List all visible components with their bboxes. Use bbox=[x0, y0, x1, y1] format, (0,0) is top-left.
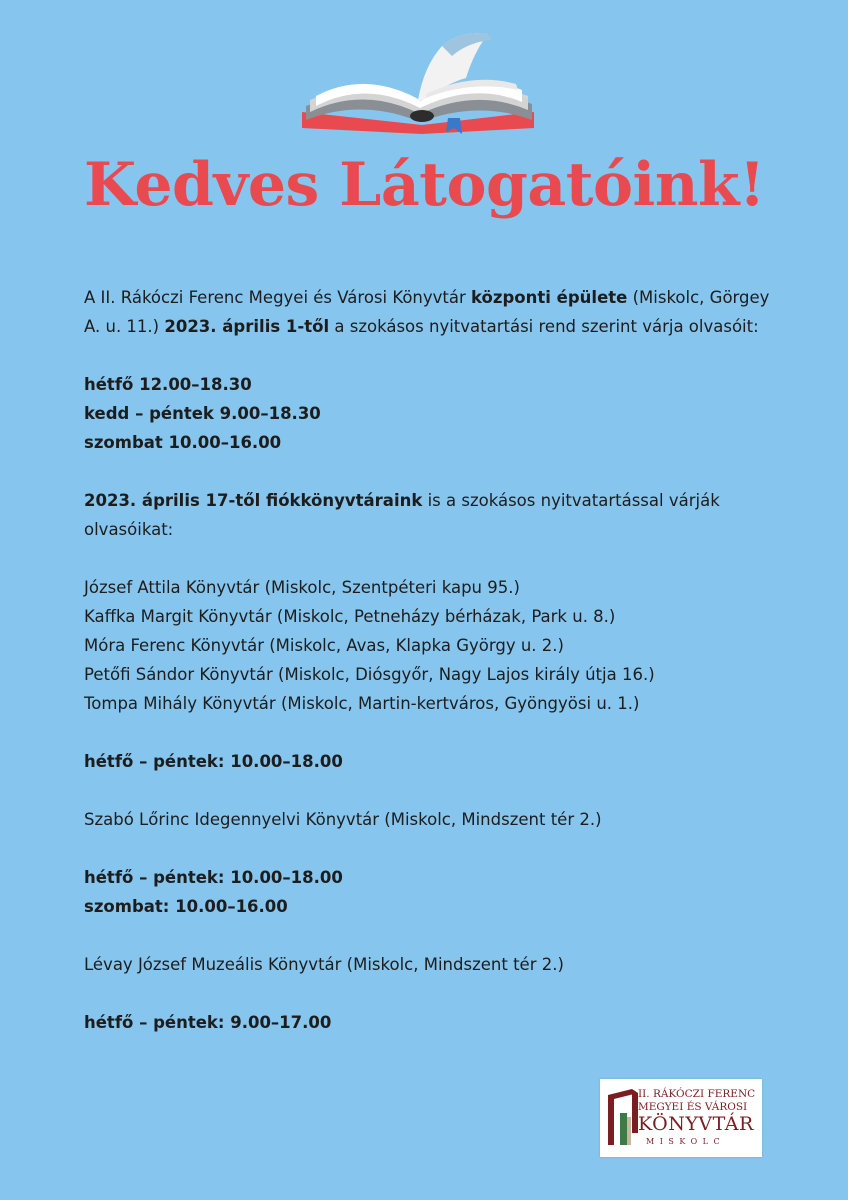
foreign-library-name: Szabó Lőrinc Idegennyelvi Könyvtár (Miskolc, Mindszent tér 2.) bbox=[84, 810, 602, 829]
branches-hours: hétfő – péntek: 10.00–18.00 bbox=[84, 752, 343, 771]
logo-line: II. RÁKÓCZI FERENC bbox=[638, 1088, 756, 1100]
library-logo bbox=[600, 1079, 762, 1157]
logo-line: MISKOLC bbox=[646, 1137, 726, 1146]
open-book-icon bbox=[292, 26, 544, 136]
branch-item: Tompa Mihály Könyvtár (Miskolc, Martin-kertváros, Gyöngyösi u. 1.) bbox=[84, 694, 640, 713]
museum-library-name: Lévay József Muzeális Könyvtár (Miskolc, Mindszent tér 2.) bbox=[84, 955, 564, 974]
central-start-date: 2023. április 1-től bbox=[164, 317, 330, 336]
branch-item: József Attila Könyvtár (Miskolc, Szentpéteri kapu 95.) bbox=[84, 578, 520, 597]
museum-library-hours: hétfő – péntek: 9.00–17.00 bbox=[84, 1013, 332, 1032]
library-logo-mark-icon bbox=[606, 1089, 642, 1147]
logo-line: MEGYEI ÉS VÁROSI bbox=[638, 1101, 748, 1113]
foreign-library-hours: szombat: 10.00–16.00 bbox=[84, 897, 288, 916]
branches-intro-paragraph: 2023. április 17-től fiókkönyvtáraink is a szokásos nyitvatartással várják olvasóikat: bbox=[84, 491, 720, 539]
announcement-body bbox=[84, 283, 784, 1037]
branch-item: Petőfi Sándor Könyvtár (Miskolc, Diósgyőr, Nagy Lajos király útja 16.) bbox=[84, 665, 655, 684]
logo-line: KÖNYVTÁR bbox=[638, 1113, 754, 1135]
central-building-label: központi épülete bbox=[471, 288, 628, 307]
branch-item: Kaffka Margit Könyvtár (Miskolc, Petneházy bérházak, Park u. 8.) bbox=[84, 607, 616, 626]
foreign-library-hours: hétfő – péntek: 10.00–18.00 bbox=[84, 868, 343, 887]
central-hours-line: kedd – péntek 9.00–18.30 bbox=[84, 404, 321, 423]
central-hours-line: hétfő 12.00–18.30 bbox=[84, 375, 252, 394]
page-title: Kedves Látogatóink! bbox=[84, 150, 765, 220]
central-hours-line: szombat 10.00–16.00 bbox=[84, 433, 282, 452]
branch-item: Móra Ferenc Könyvtár (Miskolc, Avas, Klapka György u. 2.) bbox=[84, 636, 564, 655]
intro-paragraph: A II. Rákóczi Ferenc Megyei és Városi Könyvtár központi épülete (Miskolc, Görgey A. u. 11.) 2023. április 1-től a szokásos nyitvatartási rend szerint várja olvasóit: bbox=[84, 288, 770, 336]
